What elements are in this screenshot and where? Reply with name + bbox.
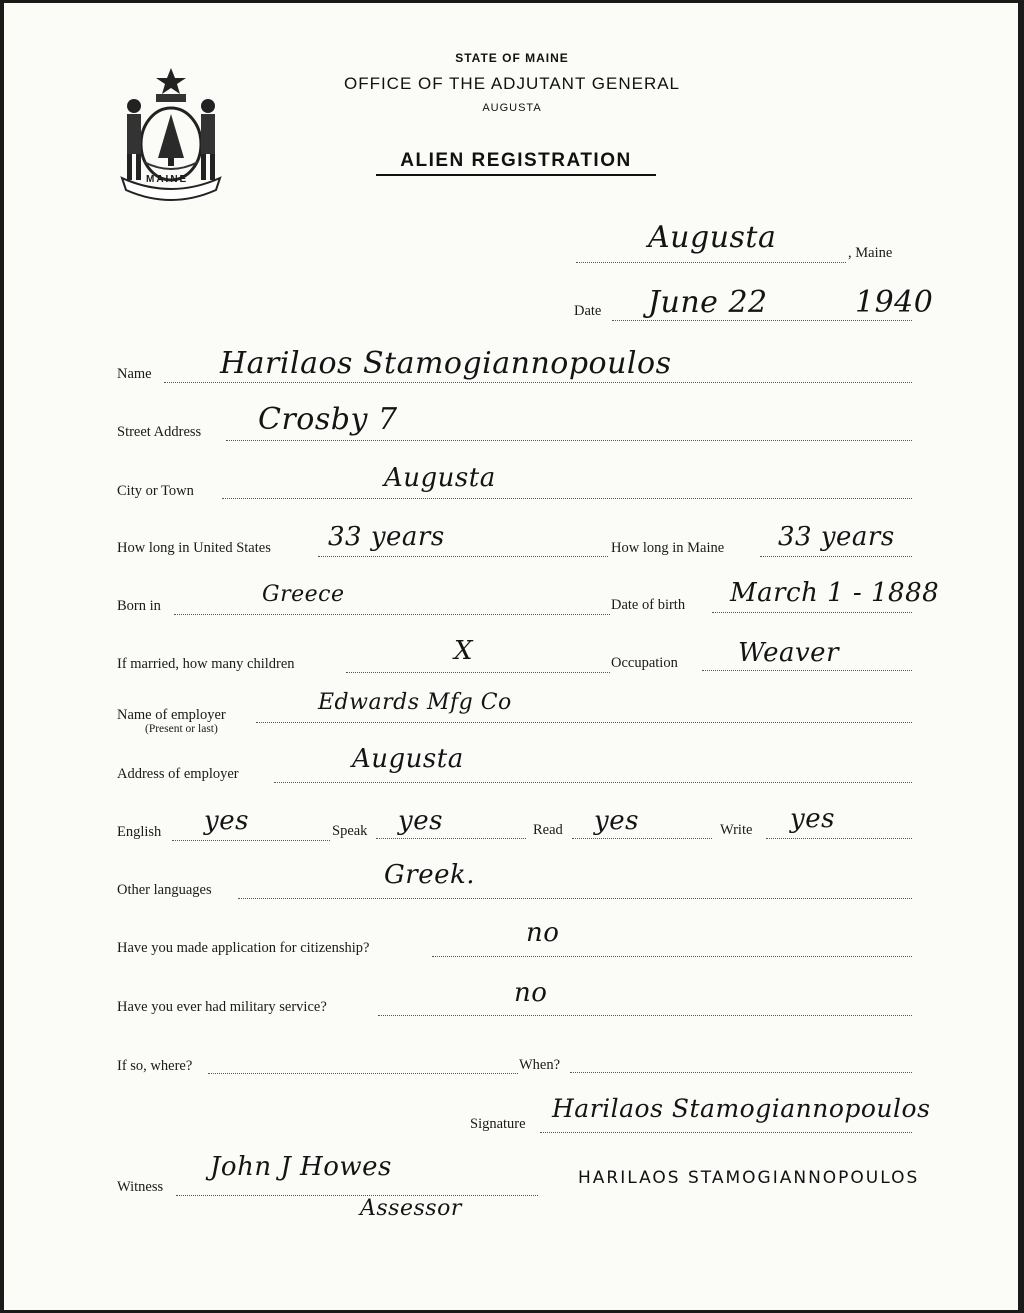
born-in-line [174, 614, 610, 615]
write-value: yes [790, 804, 835, 834]
how-long-us-label: How long in United States [117, 540, 271, 556]
how-long-maine-line [760, 556, 912, 557]
date-of-birth-line [712, 612, 912, 613]
form-title: ALIEN REGISTRATION [376, 150, 656, 176]
military-line [378, 1015, 912, 1016]
city-value: Augusta [384, 463, 496, 493]
employer-line [256, 722, 912, 723]
header-city: AUGUSTA [482, 102, 542, 114]
place-value: Augusta [648, 220, 777, 255]
witness-label: Witness [117, 1179, 164, 1195]
city-label: City or Town [117, 483, 194, 499]
how-long-us-line [318, 556, 608, 557]
speak-label: Speak [332, 823, 368, 839]
header-office: OFFICE OF THE ADJUTANT GENERAL [343, 74, 681, 93]
when-label: When? [519, 1057, 561, 1073]
english-value: yes [204, 806, 249, 836]
born-in-value: Greece [262, 582, 345, 607]
printed-name: HARILAOS STAMOGIANNOPOULOS [578, 1168, 920, 1188]
occupation-label: Occupation [611, 655, 678, 671]
speak-line [376, 838, 526, 839]
date-line [612, 320, 912, 321]
how-long-maine-value: 33 years [778, 522, 895, 552]
when-line [570, 1072, 912, 1073]
where-line [208, 1073, 518, 1074]
children-value: X [454, 636, 474, 666]
read-line [572, 838, 712, 839]
read-value: yes [594, 806, 639, 836]
date-year: 1940 [855, 285, 934, 320]
how-long-maine-label: How long in Maine [611, 540, 725, 556]
other-languages-line [238, 898, 912, 899]
citizenship-line [432, 956, 912, 957]
write-line [766, 838, 912, 839]
employer-address-label: Address of employer [117, 766, 239, 782]
english-line [172, 840, 330, 841]
date-of-birth-value: March 1 - 1888 [730, 578, 940, 608]
where-label: If so, where? [117, 1058, 193, 1074]
name-value: Harilaos Stamogiannopoulos [220, 346, 672, 381]
read-label: Read [533, 822, 563, 838]
header-state: STATE OF MAINE [455, 51, 569, 65]
seal-motto: MAINE [146, 174, 189, 185]
place-line [576, 262, 846, 263]
military-value: no [514, 978, 548, 1008]
write-label: Write [720, 822, 753, 838]
how-long-us-value: 33 years [328, 522, 445, 552]
street-address-value: Crosby 7 [258, 402, 398, 437]
english-label: English [117, 824, 162, 840]
witness-title: Assessor [360, 1196, 462, 1221]
employer-value: Edwards Mfg Co [318, 690, 512, 715]
name-label: Name [117, 366, 152, 382]
speak-value: yes [398, 806, 443, 836]
other-languages-label: Other languages [117, 882, 212, 898]
employer-address-line [274, 782, 912, 783]
date-month-day: June 22 [648, 285, 768, 320]
city-line [222, 498, 912, 499]
citizenship-label: Have you made application for citizenship? [117, 940, 370, 956]
signature-line [540, 1132, 912, 1133]
date-of-birth-label: Date of birth [611, 597, 686, 613]
witness-line [176, 1195, 538, 1196]
street-address-line [226, 440, 912, 441]
signature-label: Signature [470, 1116, 526, 1132]
street-address-label: Street Address [117, 424, 202, 440]
born-in-label: Born in [117, 598, 161, 614]
children-line [346, 672, 610, 673]
employer-address-value: Augusta [352, 744, 464, 774]
occupation-value: Weaver [738, 638, 839, 668]
children-label: If married, how many children [117, 656, 295, 672]
signature-value: Harilaos Stamogiannopoulos [552, 1094, 931, 1123]
date-label: Date [574, 303, 602, 319]
occupation-line [702, 670, 912, 671]
military-label: Have you ever had military service? [117, 999, 327, 1015]
employer-sublabel: (Present or last) [145, 723, 218, 735]
name-line [164, 382, 912, 383]
place-suffix: , Maine [848, 245, 893, 261]
employer-label: Name of employer [117, 707, 226, 723]
citizenship-value: no [526, 918, 560, 948]
witness-value: John J Howes [210, 1152, 392, 1182]
other-languages-value: Greek. [384, 860, 475, 890]
